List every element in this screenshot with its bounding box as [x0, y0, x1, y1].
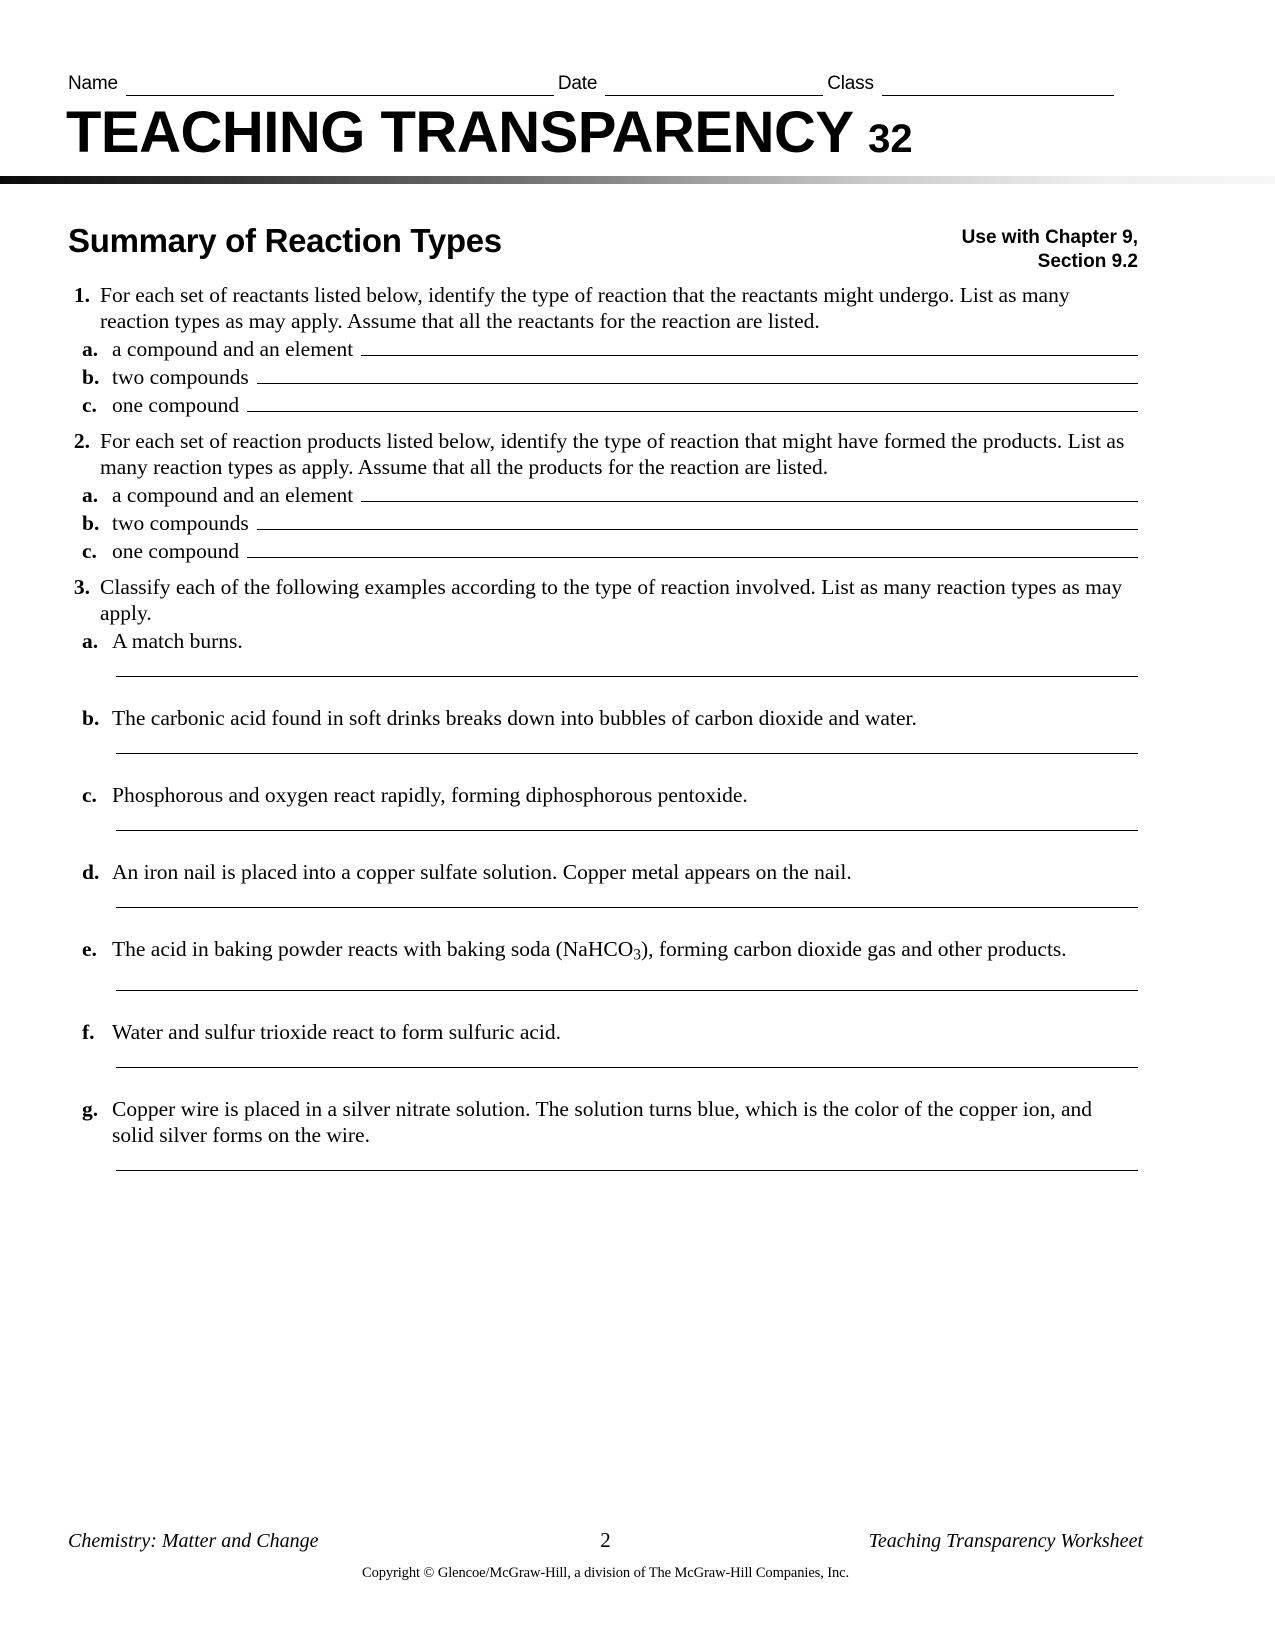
answer-blank[interactable] [361, 339, 1138, 356]
page-footer [68, 1528, 1143, 1582]
question-3-item-b [68, 705, 1138, 731]
answer-blank[interactable] [257, 367, 1138, 384]
sub-label: a compound and an element [112, 337, 354, 361]
answer-blank[interactable] [116, 1170, 1138, 1171]
question-1-number: 1. [73, 283, 90, 307]
page-number: 2 [600, 1528, 611, 1552]
date-fill-line[interactable] [605, 78, 823, 96]
question-2-sub-c [68, 538, 1138, 564]
use-with-section: Section 9.2 [1037, 251, 1138, 272]
question-3-item-a [68, 628, 1138, 654]
item-letter: f. [82, 1020, 95, 1045]
sub-letter: c. [82, 393, 97, 417]
answer-blank[interactable] [247, 541, 1138, 558]
item-letter: e. [82, 937, 97, 961]
page-title-text: TEACHING TRANSPARENCY [66, 100, 853, 165]
item-letter: a. [82, 629, 99, 653]
sub-letter: a. [82, 483, 99, 507]
sub-letter: b. [82, 365, 100, 389]
item-text: The carbonic acid found in soft drinks breaks down into bubbles of carbon dioxide and water. [112, 706, 917, 730]
use-with-chapter: Use with Chapter 9, [961, 227, 1138, 248]
answer-blank[interactable] [257, 513, 1138, 530]
answer-blank[interactable] [116, 830, 1138, 831]
sub-label: two compounds [112, 365, 249, 389]
page-title-number: 32 [868, 117, 913, 161]
question-1-text: For each set of reactants listed below, identify the type of reaction that the reactants might undergo. List as many reaction types as may apply. Assume that all the reactants for the reaction are listed. [100, 283, 1070, 333]
question-3-item-f [68, 1019, 1138, 1045]
copyright-notice: Copyright © Glencoe/McGraw-Hill, a division of The McGraw-Hill Companies, Inc. [362, 1565, 849, 1581]
sub-letter: a. [82, 337, 99, 361]
title-divider [0, 176, 1275, 184]
sub-label: one compound [112, 539, 240, 563]
section-header [68, 222, 1138, 274]
item-text: Copper wire is placed in a silver nitrate solution. The solution turns blue, which is the color of the copper ion, and solid silver forms on the wire. [112, 1097, 1093, 1148]
class-fill-line[interactable] [882, 78, 1114, 96]
question-2-sub-a [68, 482, 1138, 508]
sub-letter: b. [82, 511, 100, 535]
question-3-text: Classify each of the following examples according to the type of reaction involved. List as many reaction types as may apply. [100, 575, 1123, 625]
answer-blank[interactable] [116, 990, 1138, 991]
question-1-prompt [68, 282, 1138, 334]
answer-blank[interactable] [361, 485, 1138, 502]
worksheet-body [68, 282, 1138, 1171]
sub-label: two compounds [112, 511, 249, 535]
page-title [66, 102, 913, 170]
answer-blank[interactable] [116, 753, 1138, 754]
question-2 [68, 428, 1138, 564]
question-2-number: 2. [73, 429, 90, 453]
answer-blank[interactable] [116, 676, 1138, 677]
question-1-subitems [68, 336, 1138, 418]
sub-letter: c. [82, 539, 97, 563]
footer-book-title: Chemistry: Matter and Change [68, 1530, 319, 1552]
question-3-number: 3. [73, 575, 90, 599]
question-2-sub-b [68, 510, 1138, 536]
question-3-item-g [68, 1096, 1138, 1148]
question-1-sub-c [68, 392, 1138, 418]
item-text: Phosphorous and oxygen react rapidly, forming diphosphorous pentoxide. [112, 783, 748, 807]
name-fill-line[interactable] [126, 78, 554, 96]
item-letter: g. [82, 1097, 99, 1122]
item-letter: d. [82, 860, 100, 884]
item-text: A match burns. [112, 629, 243, 653]
question-3-examples [68, 628, 1138, 1171]
sub-label: a compound and an element [112, 483, 354, 507]
question-3-item-c [68, 782, 1138, 808]
question-1-sub-b [68, 364, 1138, 390]
question-3-item-e [68, 936, 1138, 968]
question-1-sub-a [68, 336, 1138, 362]
student-info-line [68, 68, 1138, 96]
question-2-prompt [68, 428, 1138, 480]
question-3-prompt [68, 574, 1138, 626]
class-label: Class [827, 73, 874, 94]
item-text: Water and sulfur trioxide react to form sulfuric acid. [112, 1020, 562, 1045]
question-2-subitems [68, 482, 1138, 564]
sub-label: one compound [112, 393, 240, 417]
item-text: An iron nail is placed into a copper sulfate solution. Copper metal appears on the nail. [112, 860, 852, 884]
question-2-text: For each set of reaction products listed below, identify the type of reaction that might have formed the products. List as many reaction types as apply. Assume that all the products for the reaction are listed. [100, 429, 1125, 479]
item-letter: b. [82, 706, 100, 730]
item-letter: c. [82, 783, 97, 807]
footer-worksheet-label: Teaching Transparency Worksheet [868, 1530, 1143, 1552]
answer-blank[interactable] [116, 1067, 1138, 1068]
name-label: Name [68, 73, 118, 94]
question-3-item-d [68, 859, 1138, 885]
answer-blank[interactable] [116, 907, 1138, 908]
question-3 [68, 574, 1138, 1171]
section-title: Summary of Reaction Types [68, 222, 502, 259]
item-text: The acid in baking powder reacts with baking soda (NaHCO$_3$), forming carbon dioxide gas and other products. [112, 937, 1067, 964]
date-label: Date [557, 73, 598, 94]
use-with-reference [962, 222, 1138, 274]
answer-blank[interactable] [247, 395, 1138, 412]
question-1 [68, 282, 1138, 418]
